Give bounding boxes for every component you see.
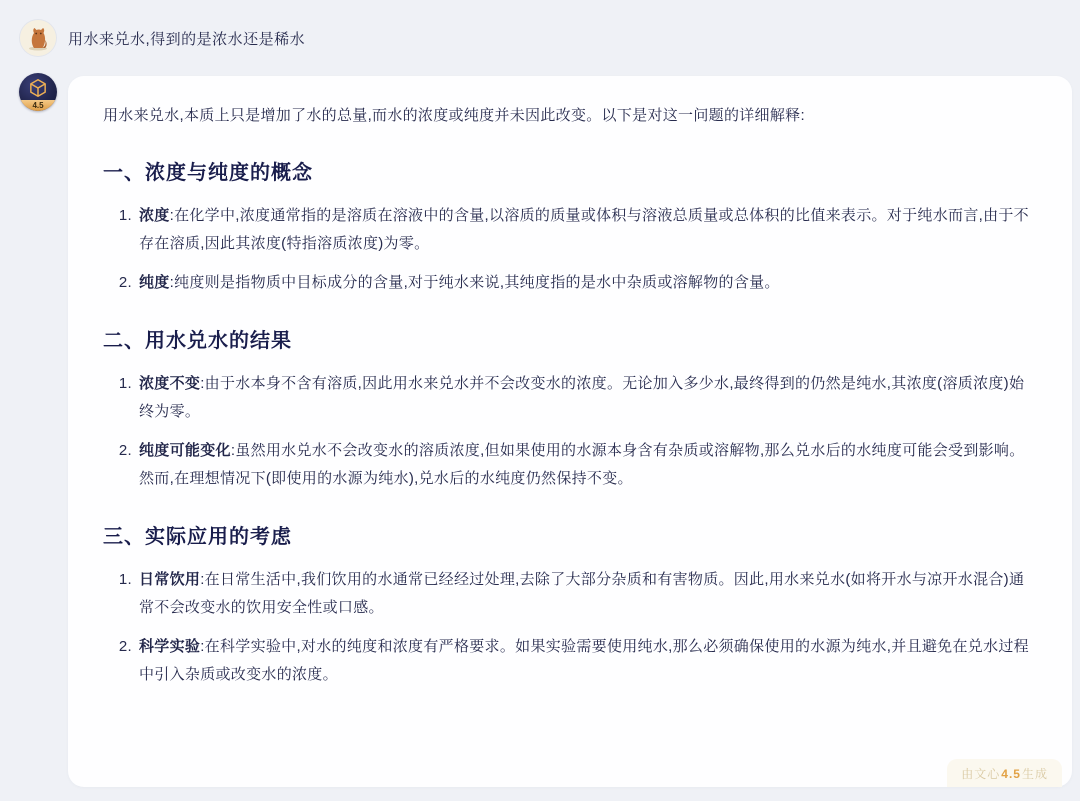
list-item-term: 浓度不变 (139, 375, 201, 392)
assistant-message-row (0, 56, 1080, 787)
ordered-list-1 (103, 202, 1036, 297)
list-item-text (139, 370, 1036, 426)
list-item-text (139, 633, 1036, 689)
list-item-text (139, 269, 780, 297)
list-item (116, 202, 1036, 258)
watermark-suffix: 生成 (1021, 767, 1048, 781)
ernie-cube-logo-icon (27, 77, 49, 99)
list-item (116, 269, 1036, 297)
list-item-number: 1. (118, 207, 132, 224)
intro-paragraph: 用水来兑水,本质上只是增加了水的总量,而水的浓度或纯度并未因此改变。以下是对这一问题的详细解释: (103, 107, 805, 124)
version-badge: 4.5 (19, 100, 57, 111)
watermark-version: 4.5 (1001, 767, 1021, 781)
list-item-body: :在日常生活中,我们饮用的水通常已经经过处理,去除了大部分杂质和有害物质。因此,用水来兑水(如将开水与凉开水混合)通常不会改变水的饮用安全性或口感。 (139, 571, 1025, 616)
list-item (116, 437, 1036, 493)
watermark-prefix: 由文心 (961, 767, 1001, 781)
list-item-body: :在化学中,浓度通常指的是溶质在溶液中的含量,以溶质的质量或体积与溶液总质量或总体积的比值来表示。对于纯水而言,由于不存在溶质,因此其浓度(特指溶质浓度)为零。 (139, 207, 1029, 252)
list-item (116, 566, 1036, 622)
list-item-body: :在科学实验中,对水的纯度和浓度有严格要求。如果实验需要使用纯水,那么必须确保使用的水源为纯水,并且避免在兑水过程中引入杂质或改变水的浓度。 (139, 638, 1029, 683)
user-message-text: 用水来兑水,得到的是浓水还是稀水 (68, 30, 306, 48)
user-avatar (20, 20, 56, 56)
list-item-number: 2. (118, 442, 132, 459)
section-heading-3: 三、实际应用的考虑 (103, 526, 292, 548)
section-heading-1: 一、浓度与纯度的概念 (103, 162, 313, 184)
list-item-number: 1. (118, 571, 132, 588)
list-item-text (139, 202, 1036, 258)
list-item-text (139, 437, 1036, 493)
generated-by-watermark (947, 759, 1062, 787)
assistant-avatar (19, 73, 57, 111)
list-item-body: :由于水本身不含有溶质,因此用水来兑水并不会改变水的浓度。无论加入多少水,最终得到的仍然是纯水,其浓度(溶质浓度)始终为零。 (139, 375, 1025, 420)
list-item-term: 浓度 (139, 207, 170, 224)
section-heading-2: 二、用水兑水的结果 (103, 330, 292, 352)
list-item-number: 2. (118, 638, 132, 655)
assistant-response-card (68, 76, 1072, 787)
list-item-body: :纯度则是指物质中目标成分的含量,对于纯水来说,其纯度指的是水中杂质或溶解物的含量。 (169, 274, 780, 291)
list-item-term: 日常饮用 (139, 571, 201, 588)
list-item (116, 370, 1036, 426)
list-item-term: 科学实验 (139, 638, 201, 655)
list-item-number: 1. (118, 375, 132, 392)
user-message-row (0, 0, 1080, 56)
list-item-body: :虽然用水兑水不会改变水的溶质浓度,但如果使用的水源本身含有杂质或溶解物,那么兑水后的水纯度可能会受到影响。然而,在理想情况下(即使用的水源为纯水),兑水后的水纯度仍然保持不变。 (139, 442, 1025, 487)
list-item (116, 633, 1036, 689)
cat-icon (20, 20, 56, 56)
ordered-list-3 (103, 566, 1036, 689)
list-item-text (139, 566, 1036, 622)
list-item-term: 纯度可能变化 (139, 442, 231, 459)
list-item-number: 2. (118, 274, 132, 291)
ordered-list-2 (103, 370, 1036, 493)
list-item-term: 纯度 (139, 274, 170, 291)
